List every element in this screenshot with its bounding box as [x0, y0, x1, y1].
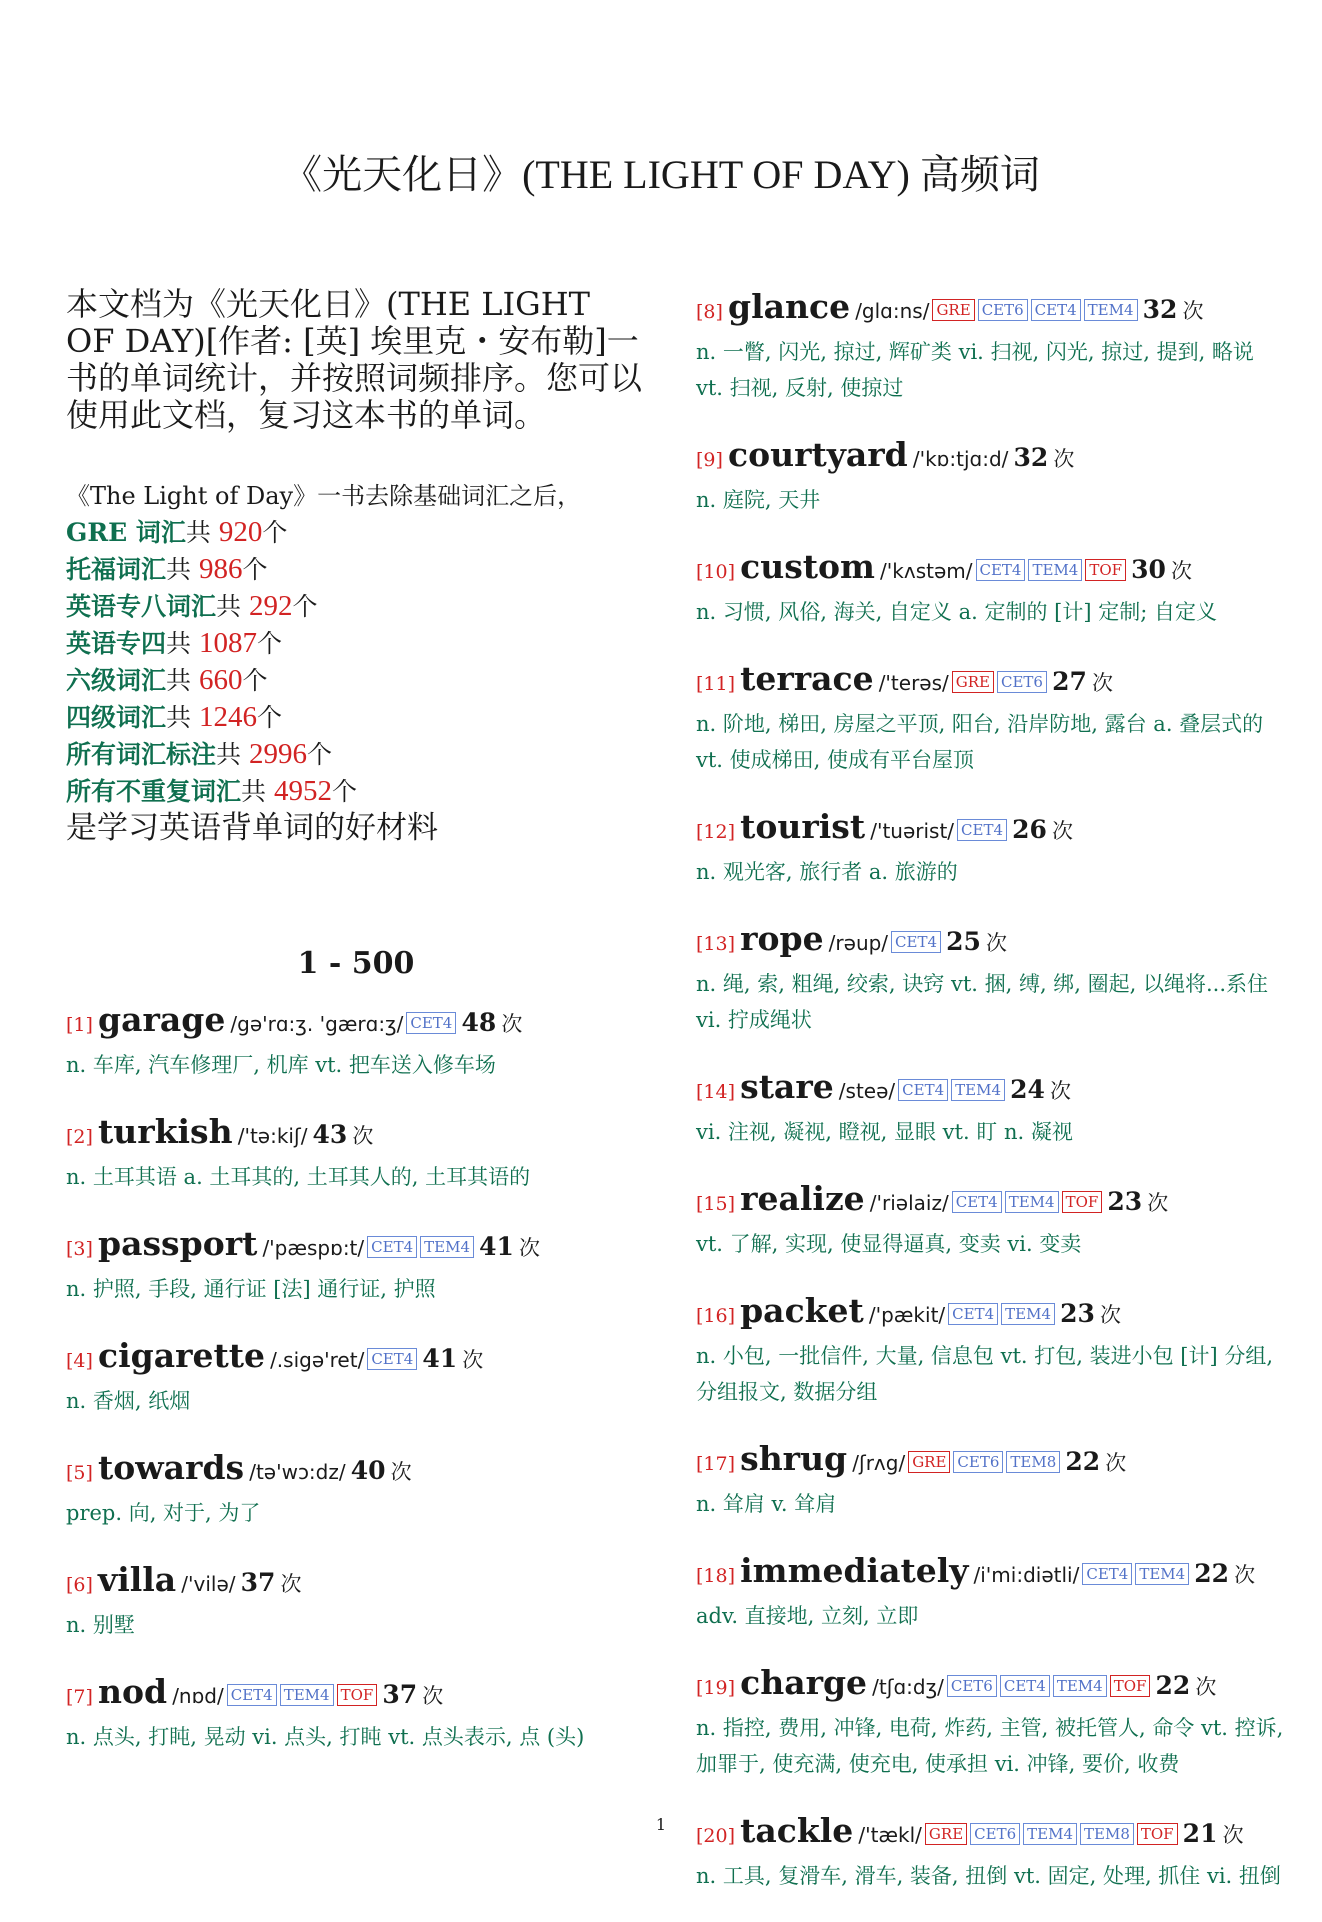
entry-phonetic: /tə'wɔ:dz/ — [249, 1460, 346, 1484]
stat-line — [66, 662, 646, 699]
count-unit: 次 — [1099, 1303, 1121, 1327]
entry-head — [66, 1671, 646, 1719]
word-entry — [696, 1178, 1286, 1262]
entry-phonetic: /'pæspɒ:t/ — [262, 1236, 365, 1260]
entry-phonetic: /ʃrʌg/ — [852, 1451, 906, 1475]
word-entry — [696, 918, 1286, 1038]
entry-count: 41 — [479, 1232, 514, 1261]
exam-tag: CET4 — [227, 1684, 277, 1706]
entry-count: 48 — [461, 1008, 497, 1037]
entry-index: [12] — [696, 821, 736, 843]
entry-phonetic: /'tuərist/ — [870, 819, 955, 843]
count-unit: 次 — [462, 1348, 484, 1372]
entry-definition: n. 别墅 — [66, 1613, 135, 1637]
word-entry — [696, 1550, 1286, 1634]
entry-count: 43 — [312, 1120, 348, 1149]
entry-head — [696, 1662, 1286, 1710]
stat-number: 4952 — [273, 775, 332, 807]
entry-count: 24 — [1010, 1075, 1045, 1104]
entry-phonetic: /nɒd/ — [172, 1684, 224, 1708]
stat-mid: 共 — [166, 555, 199, 584]
stat-label: 托福词汇 — [66, 555, 167, 584]
stat-suffix: 个 — [242, 555, 268, 584]
exam-tag: CET4 — [948, 1303, 998, 1325]
stat-number: 2996 — [248, 738, 307, 770]
exam-tag: TOF — [1062, 1191, 1103, 1213]
entry-word: villa — [98, 1560, 177, 1599]
entry-head — [66, 1223, 646, 1271]
stat-mid: 共 — [216, 740, 249, 769]
entry-phonetic: /'terəs/ — [878, 671, 949, 695]
entry-word: immediately — [740, 1551, 969, 1590]
entry-count: 30 — [1131, 555, 1166, 584]
count-unit: 次 — [1052, 819, 1074, 843]
stats-lines — [66, 514, 646, 810]
entry-phonetic: /gə'rɑ:ʒ. 'gærɑ:ʒ/ — [230, 1012, 404, 1036]
word-entry — [696, 1438, 1286, 1522]
entry-word: courtyard — [728, 435, 908, 474]
entry-head — [696, 806, 1286, 854]
entry-word: rope — [740, 919, 824, 958]
entry-count: 37 — [240, 1568, 276, 1597]
stat-label: 所有不重复词汇 — [66, 777, 242, 806]
exam-tag: TEM4 — [1135, 1563, 1189, 1585]
entry-count: 22 — [1155, 1671, 1191, 1700]
count-unit: 次 — [1195, 1675, 1217, 1699]
count-unit: 次 — [422, 1684, 444, 1708]
stat-mid: 共 — [185, 518, 219, 547]
exam-tag: TOF — [337, 1684, 378, 1706]
entry-phonetic: /'vilə/ — [181, 1572, 236, 1596]
entry-index: [3] — [66, 1238, 93, 1260]
exam-tag: CET4 — [1082, 1563, 1132, 1585]
entry-index: [6] — [66, 1574, 93, 1596]
count-unit: 次 — [390, 1460, 412, 1484]
entry-head — [696, 1066, 1286, 1114]
entry-index: [5] — [66, 1462, 93, 1484]
stat-label: 四级词汇 — [66, 703, 167, 732]
entry-head — [66, 1559, 646, 1607]
entry-index: [16] — [696, 1305, 736, 1327]
exam-tag: CET4 — [406, 1012, 456, 1034]
count-unit: 次 — [1091, 671, 1113, 695]
entry-definition: n. 庭院, 天井 — [696, 488, 821, 512]
entry-head — [696, 1550, 1286, 1598]
entry-word: turkish — [98, 1112, 233, 1151]
stat-suffix: 个 — [331, 777, 357, 806]
exam-tag: CET6 — [978, 299, 1028, 321]
exam-tag: TEM4 — [1028, 559, 1082, 581]
entry-head — [696, 1438, 1286, 1486]
exam-tag: TOF — [1137, 1823, 1178, 1845]
entry-word: passport — [98, 1224, 258, 1263]
exam-tag: TEM4 — [420, 1236, 474, 1258]
stat-number: 920 — [218, 516, 263, 548]
exam-tag: CET4 — [1031, 299, 1081, 321]
entry-definition: n. 土耳其语 a. 土耳其的, 土耳其人的, 土耳其语的 — [66, 1165, 531, 1189]
exam-tag: TEM4 — [1084, 299, 1138, 321]
word-entry — [696, 806, 1286, 890]
entry-word: stare — [740, 1067, 834, 1106]
stat-suffix: 个 — [256, 703, 282, 732]
entry-definition: n. 车库, 汽车修理厂, 机库 vt. 把车送入修车场 — [66, 1053, 496, 1077]
entry-definition: n. 点头, 打盹, 晃动 vi. 点头, 打盹 vt. 点头表示, 点 (头) — [66, 1725, 585, 1749]
entry-word: terrace — [740, 659, 874, 698]
word-entry — [696, 1290, 1286, 1410]
entry-definition: prep. 向, 对于, 为了 — [66, 1501, 261, 1525]
count-unit: 次 — [501, 1012, 523, 1036]
stat-suffix: 个 — [292, 592, 318, 621]
exam-tag: TEM4 — [1001, 1303, 1055, 1325]
entry-phonetic: /rəup/ — [828, 931, 889, 955]
exam-tag: CET6 — [970, 1823, 1020, 1845]
entry-phonetic: /.sigə'ret/ — [270, 1348, 365, 1372]
entry-index: [17] — [696, 1453, 736, 1475]
count-unit: 次 — [1222, 1823, 1244, 1847]
entry-definition: n. 小包, 一批信件, 大量, 信息包 vt. 打包, 装进小包 [计] 分组, 分组报文, 数据分组 — [696, 1344, 1274, 1404]
entry-phonetic: /i'mi:diətli/ — [973, 1563, 1080, 1587]
entry-head — [696, 1290, 1286, 1338]
entry-head — [696, 286, 1286, 334]
entry-word: cigarette — [98, 1336, 265, 1375]
stat-number: 292 — [248, 590, 293, 622]
entry-phonetic: /tʃɑ:dʒ/ — [872, 1675, 944, 1699]
entry-phonetic: /'tækl/ — [858, 1823, 922, 1847]
entry-phonetic: /glɑ:ns/ — [855, 299, 930, 323]
entry-count: 41 — [422, 1344, 458, 1373]
entry-count: 22 — [1194, 1559, 1230, 1588]
stat-line — [66, 625, 646, 662]
entry-index: [7] — [66, 1686, 93, 1708]
exam-tag: CET4 — [957, 819, 1007, 841]
stat-line — [66, 773, 646, 810]
stat-label: 所有词汇标注 — [66, 740, 217, 769]
stat-suffix: 个 — [256, 629, 282, 658]
stat-number: 1246 — [198, 701, 257, 733]
entry-definition: n. 阶地, 梯田, 房屋之平顶, 阳台, 沿岸防地, 露台 a. 叠层式的 vt. 使成梯田, 使成有平台屋顶 — [696, 712, 1264, 772]
stat-suffix: 个 — [242, 666, 268, 695]
word-entry — [696, 546, 1286, 630]
exam-tag: TEM4 — [1023, 1823, 1077, 1845]
entry-word: nod — [98, 1672, 168, 1711]
entry-word: towards — [98, 1448, 245, 1487]
entry-index: [13] — [696, 933, 736, 955]
exam-tag: TEM4 — [280, 1684, 334, 1706]
word-entry — [66, 1671, 646, 1755]
entry-head — [696, 658, 1286, 706]
word-entry — [66, 1111, 646, 1195]
stats-closing: 是学习英语背单词的好材料 — [66, 810, 438, 846]
exam-tag: TEM8 — [1080, 1823, 1134, 1845]
entry-index: [11] — [696, 673, 736, 695]
stat-label: 六级词汇 — [66, 666, 167, 695]
word-entry — [66, 999, 646, 1083]
entry-definition: vi. 注视, 凝视, 瞪视, 显眼 vt. 盯 n. 凝视 — [696, 1120, 1073, 1144]
count-unit: 次 — [1182, 299, 1204, 323]
entry-definition: adv. 直接地, 立刻, 立即 — [696, 1604, 919, 1628]
count-unit: 次 — [518, 1236, 540, 1260]
word-entry — [66, 1335, 646, 1419]
exam-tag: CET4 — [976, 559, 1026, 581]
entry-index: [9] — [696, 449, 723, 471]
entry-count: 22 — [1065, 1447, 1101, 1476]
stat-suffix: 个 — [306, 740, 332, 769]
stats-lead: 《The Light of Day》一书去除基础词汇之后， — [66, 482, 582, 510]
word-entry — [696, 1662, 1286, 1782]
entry-definition: n. 香烟, 纸烟 — [66, 1389, 191, 1413]
entry-definition: n. 工具, 复滑车, 滑车, 装备, 扭倒 vt. 固定, 处理, 抓住 vi. 扭倒 — [696, 1864, 1281, 1888]
entry-index: [2] — [66, 1126, 93, 1148]
exam-tag: TEM8 — [1006, 1451, 1060, 1473]
left-column — [66, 286, 646, 1783]
entry-definition: n. 观光客, 旅行者 a. 旅游的 — [696, 860, 958, 884]
entry-count: 32 — [1013, 443, 1049, 472]
entry-head — [696, 434, 1286, 482]
entry-index: [10] — [696, 561, 736, 583]
stat-mid: 共 — [166, 666, 199, 695]
stat-mid: 共 — [216, 592, 249, 621]
stats-block — [66, 478, 646, 846]
exam-tag: TEM4 — [1053, 1675, 1107, 1697]
stat-line — [66, 699, 646, 736]
entry-index: [1] — [66, 1014, 93, 1036]
entry-definition: vt. 了解, 实现, 使显得逼真, 变卖 vi. 变卖 — [696, 1232, 1082, 1256]
word-entry — [696, 658, 1286, 778]
entry-phonetic: /'tə:kiʃ/ — [237, 1124, 308, 1148]
count-unit: 次 — [986, 931, 1008, 955]
entry-count: 21 — [1182, 1819, 1218, 1848]
entry-word: shrug — [740, 1439, 848, 1478]
exam-tag: CET6 — [947, 1675, 997, 1697]
word-entry — [66, 1447, 646, 1531]
entry-word: charge — [740, 1663, 868, 1702]
entry-word: realize — [740, 1179, 865, 1218]
count-unit: 次 — [352, 1124, 374, 1148]
stat-mid: 共 — [166, 629, 199, 658]
exam-tag: CET4 — [891, 931, 941, 953]
exam-tag: CET4 — [898, 1079, 948, 1101]
entry-count: 26 — [1012, 815, 1047, 844]
entry-count: 23 — [1060, 1299, 1095, 1328]
stat-mid: 共 — [241, 777, 274, 806]
entry-count: 25 — [946, 927, 981, 956]
exam-tag: CET4 — [952, 1191, 1002, 1213]
entry-count: 23 — [1107, 1187, 1143, 1216]
entry-phonetic: /'kʌstəm/ — [880, 559, 973, 583]
entry-phonetic: /'kɒ:tjɑ:d/ — [912, 447, 1009, 471]
entry-head — [66, 999, 646, 1047]
stat-number: 986 — [198, 553, 243, 585]
entry-count: 40 — [350, 1456, 386, 1485]
entry-word: packet — [740, 1291, 864, 1330]
exam-tag: TEM4 — [951, 1079, 1005, 1101]
word-entry — [696, 434, 1286, 518]
word-entry — [696, 1066, 1286, 1150]
entry-index: [14] — [696, 1081, 736, 1103]
stat-mid: 共 — [166, 703, 199, 732]
exam-tag: GRE — [908, 1451, 950, 1473]
entry-head — [696, 918, 1286, 966]
entry-word: garage — [98, 1000, 226, 1039]
entry-phonetic: /steə/ — [838, 1079, 896, 1103]
entry-head — [696, 546, 1286, 594]
count-unit: 次 — [1049, 1079, 1071, 1103]
range-title: 1 - 500 — [297, 946, 415, 981]
stat-line — [66, 588, 646, 625]
exam-tag: CET4 — [367, 1348, 417, 1370]
exam-tag: CET6 — [997, 671, 1047, 693]
document-title: 《光天化日》(THE LIGHT OF DAY) 高频词 — [282, 152, 1040, 197]
stat-number: 1087 — [198, 627, 257, 659]
entry-index: [18] — [696, 1565, 736, 1587]
word-entry — [66, 1223, 646, 1307]
page-number: 1 — [655, 1815, 667, 1834]
intro-paragraph: 本文档为《光天化日》(THE LIGHT OF DAY)[作者: [英] 埃里克・安布勒]一书的单词统计，并按照词频排序。您可以使用此文档，复习这本书的单词。 — [66, 285, 643, 434]
count-unit: 次 — [1053, 447, 1075, 471]
right-column — [696, 286, 1286, 1922]
entry-definition: n. 耸肩 v. 耸肩 — [696, 1492, 837, 1516]
entry-count: 32 — [1142, 295, 1178, 324]
entry-phonetic: /'riəlaiz/ — [869, 1191, 949, 1215]
exam-tag: TEM4 — [1005, 1191, 1059, 1213]
word-entry — [66, 1559, 646, 1643]
entry-head — [66, 1447, 646, 1495]
count-unit: 次 — [1171, 559, 1193, 583]
entry-index: [4] — [66, 1350, 93, 1372]
count-unit: 次 — [1234, 1563, 1256, 1587]
word-entry — [696, 286, 1286, 406]
entry-definition: n. 习惯, 风俗, 海关, 自定义 a. 定制的 [计] 定制; 自定义 — [696, 600, 1217, 624]
stat-line — [66, 736, 646, 773]
entry-word: tackle — [740, 1811, 854, 1850]
entry-definition: n. 一瞥, 闪光, 掠过, 辉矿类 vi. 扫视, 闪光, 掠过, 提到, 略说 vt. 扫视, 反射, 使掠过 — [696, 340, 1254, 400]
entry-count: 27 — [1052, 667, 1087, 696]
count-unit: 次 — [1105, 1451, 1127, 1475]
entries-left — [66, 999, 646, 1755]
exam-tag: TOF — [1110, 1675, 1151, 1697]
stat-label: 英语专四 — [66, 629, 167, 658]
stat-line — [66, 514, 646, 551]
entry-index: [8] — [696, 301, 723, 323]
entry-head — [696, 1178, 1286, 1226]
exam-tag: CET4 — [367, 1236, 417, 1258]
entry-word: glance — [728, 287, 851, 326]
entry-index: [20] — [696, 1825, 736, 1847]
stat-line — [66, 551, 646, 588]
stat-suffix: 个 — [262, 518, 288, 547]
exam-tag: GRE — [932, 299, 974, 321]
entry-index: [15] — [696, 1193, 736, 1215]
stat-label: GRE 词汇 — [66, 518, 186, 547]
exam-tag: CET6 — [953, 1451, 1003, 1473]
entry-word: custom — [740, 547, 875, 586]
entry-definition: n. 绳, 索, 粗绳, 绞索, 诀窍 vt. 捆, 缚, 绑, 圈起, 以绳将...系住 vi. 拧成绳状 — [696, 972, 1269, 1032]
entry-head — [66, 1335, 646, 1383]
entry-word: tourist — [740, 807, 866, 846]
entry-count: 37 — [382, 1680, 418, 1709]
count-unit: 次 — [280, 1572, 302, 1596]
exam-tag: TOF — [1085, 559, 1126, 581]
entry-head — [66, 1111, 646, 1159]
exam-tag: GRE — [925, 1823, 967, 1845]
entry-index: [19] — [696, 1677, 736, 1699]
entries-right — [696, 286, 1286, 1894]
exam-tag: GRE — [952, 671, 994, 693]
entry-phonetic: /'pækit/ — [868, 1303, 946, 1327]
stat-number: 660 — [198, 664, 243, 696]
exam-tag: CET4 — [1000, 1675, 1050, 1697]
entry-definition: n. 指控, 费用, 冲锋, 电荷, 炸药, 主管, 被托管人, 命令 vt. 控诉, 加罪于, 使充满, 使充电, 使承担 vi. 冲锋, 要价, 收费 — [696, 1716, 1284, 1776]
entry-definition: n. 护照, 手段, 通行证 [法] 通行证, 护照 — [66, 1277, 436, 1301]
count-unit: 次 — [1147, 1191, 1169, 1215]
stat-label: 英语专八词汇 — [66, 592, 217, 621]
